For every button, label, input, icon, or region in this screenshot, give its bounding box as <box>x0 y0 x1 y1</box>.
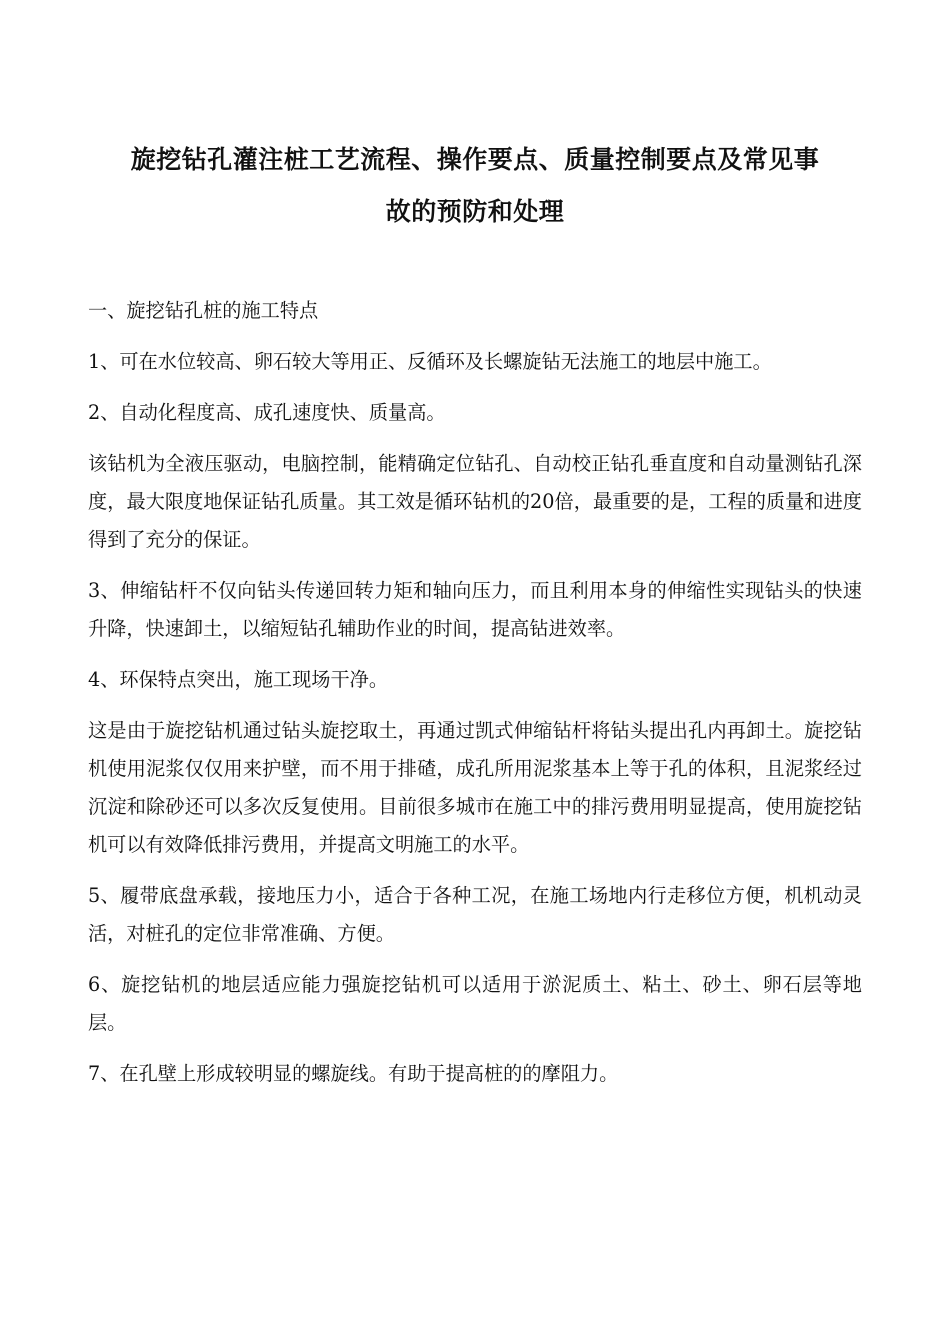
feature-6-paragraph: 6、旋挖钻机的地层适应能力强旋挖钻机可以适用于淤泥质土、粘土、砂土、卵石层等地层。 <box>88 973 862 1034</box>
title-line-1: 旋挖钻孔灌注桩工艺流程、操作要点、质量控制要点及常见事 <box>130 145 820 174</box>
feature-5-paragraph: 5、履带底盘承载，接地压力小，适合于各种工况，在施工场地内行走移位方便，机机动灵活，对桩孔的定位非常准确、方便。 <box>88 884 862 945</box>
feature-7-paragraph: 7、在孔壁上形成较明显的螺旋线。有助于提高桩的的摩阻力。 <box>88 1062 619 1085</box>
title-line-2: 故的预防和处理 <box>385 197 565 226</box>
document-title <box>88 134 862 238</box>
section-heading-construction-features: 一、旋挖钻孔桩的施工特点 <box>88 299 319 322</box>
document-body <box>88 292 862 1106</box>
feature-2-detail-paragraph: 该钻机为全液压驱动，电脑控制，能精确定位钻孔、自动校正钻孔垂直度和自动量测钻孔深度，最大限度地保证钻孔质量。其工效是循环钻机的20倍，最重要的是，工程的质量和进度得到了充分的保证。 <box>88 452 862 551</box>
feature-3-paragraph: 3、伸缩钻杆不仅向钻头传递回转力矩和轴向压力，而且利用本身的伸缩性实现钻头的快速升降，快速卸土，以缩短钻孔辅助作业的时间，提高钻进效率。 <box>88 579 862 640</box>
feature-1-paragraph: 1、可在水位较高、卵石较大等用正、反循环及长螺旋钻无法施工的地层中施工。 <box>88 350 772 373</box>
feature-4-detail-paragraph: 这是由于旋挖钻机通过钻头旋挖取土，再通过凯式伸缩钻杆将钻头提出孔内再卸土。旋挖钻机使用泥浆仅仅用来护壁，而不用于排碴，成孔所用泥浆基本上等于孔的体积，且泥浆经过沉淀和除砂还可以多次反复使用。目前很多城市在施工中的排污费用明显提高，使用旋挖钻机可以有效降低排污费用，并提高文明施工的水平。 <box>88 719 862 856</box>
feature-2-paragraph: 2、自动化程度高、成孔速度快、质量高。 <box>88 401 446 424</box>
feature-4-paragraph: 4、环保特点突出，施工现场干净。 <box>88 668 389 691</box>
